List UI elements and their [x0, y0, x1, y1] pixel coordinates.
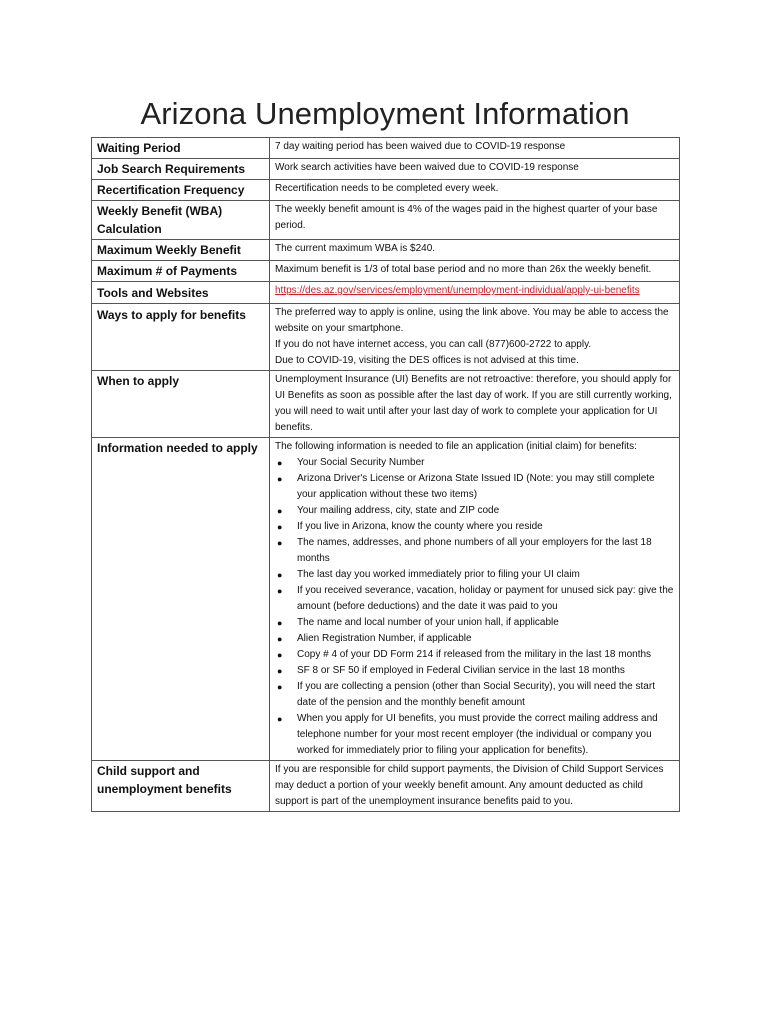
bullet-icon: ● — [277, 474, 283, 484]
list-item — [275, 519, 675, 535]
row-value-job-search: Work search activities have been waived due to COVID-19 response — [270, 159, 680, 180]
row-value-child-support: If you are responsible for child support payments, the Division of Child Support Services may deduct a portion of your weekly benefit amount. Any amount deducted as child support is part of the unemployment insurance benefits paid to you. — [270, 761, 680, 812]
row-value-recertification: Recertification needs to be completed every week. — [270, 180, 680, 201]
list-item — [275, 679, 675, 711]
ways-line: If you do not have internet access, you can call (877)600-2722 to apply. — [275, 339, 592, 350]
list-item-text: Copy # 4 of your DD Form 214 if released from the military in the last 18 months — [297, 649, 652, 660]
ways-line: The preferred way to apply is online, using the link above. You may be able to access the website on your smartphone. — [275, 307, 669, 334]
list-item — [275, 711, 675, 759]
row-label-tools: Tools and Websites — [92, 282, 270, 304]
list-item — [275, 583, 675, 615]
list-item — [275, 631, 675, 647]
row-label-job-search: Job Search Requirements — [92, 159, 270, 180]
requirements-list — [275, 455, 675, 759]
page-title: Arizona Unemployment Information — [140, 96, 630, 131]
bullet-icon: ● — [277, 586, 283, 596]
row-label-ways-to-apply: Ways to apply for benefits — [92, 304, 270, 371]
list-item-text: The names, addresses, and phone numbers of all your employers for the last 18 months — [297, 537, 652, 564]
list-item-text: Your Social Security Number — [297, 457, 425, 468]
list-item — [275, 615, 675, 631]
row-label-information-needed: Information needed to apply — [92, 438, 270, 761]
table-row — [92, 261, 680, 282]
table-row — [92, 240, 680, 261]
apply-ui-benefits-link[interactable]: https://des.az.gov/services/employment/unemployment-individual/apply-ui-benefits — [275, 285, 640, 296]
row-label-when-to-apply: When to apply — [92, 371, 270, 438]
row-value-tools — [270, 282, 680, 304]
list-item-text: If you received severance, vacation, holiday or payment for unused sick pay: give the amount (before deductions) and the date it was paid to you — [297, 585, 674, 612]
row-value-when-to-apply: Unemployment Insurance (UI) Benefits are not retroactive: therefore, you should apply for UI Benefits as soon as possible after the last day of work. If you are still currently working, you will need to wait until after your last day of work to complete your application for UI benefits. — [270, 371, 680, 438]
bullet-icon: ● — [277, 714, 283, 724]
list-item — [275, 663, 675, 679]
table-row — [92, 371, 680, 438]
bullet-icon: ● — [277, 538, 283, 548]
list-item — [275, 647, 675, 663]
row-label-recertification: Recertification Frequency — [92, 180, 270, 201]
bullet-icon: ● — [277, 506, 283, 516]
table-row — [92, 761, 680, 812]
list-item-text: Your mailing address, city, state and ZIP code — [297, 505, 500, 516]
list-item — [275, 535, 675, 567]
row-label-waiting-period: Waiting Period — [92, 138, 270, 159]
info-intro: The following information is needed to file an application (initial claim) for benefits: — [275, 441, 637, 452]
list-item-text: Arizona Driver's License or Arizona State Issued ID (Note: you may still complete your application without these two items) — [297, 473, 655, 500]
bullet-icon: ● — [277, 634, 283, 644]
bullet-icon: ● — [277, 682, 283, 692]
list-item — [275, 503, 675, 519]
table-row — [92, 159, 680, 180]
list-item-text: The name and local number of your union hall, if applicable — [297, 617, 559, 628]
row-value-information-needed — [270, 438, 680, 761]
row-label-weekly-benefit: Weekly Benefit (WBA) Calculation — [92, 201, 270, 240]
row-value-max-payments: Maximum benefit is 1/3 of total base period and no more than 26x the weekly benefit. — [270, 261, 680, 282]
row-label-child-support: Child support and unemployment benefits — [92, 761, 270, 812]
list-item — [275, 471, 675, 503]
row-value-ways-to-apply — [270, 304, 680, 371]
list-item-text: If you are collecting a pension (other than Social Security), you will need the start date of the pension and the monthly benefit amount — [297, 681, 655, 708]
list-item — [275, 455, 675, 471]
bullet-icon: ● — [277, 650, 283, 660]
list-item-text: If you live in Arizona, know the county where you reside — [297, 521, 543, 532]
bullet-icon: ● — [277, 618, 283, 628]
row-label-max-weekly: Maximum Weekly Benefit — [92, 240, 270, 261]
table-row — [92, 201, 680, 240]
list-item-text: The last day you worked immediately prior to filing your UI claim — [297, 569, 580, 580]
table-row — [92, 282, 680, 304]
ways-line: Due to COVID-19, visiting the DES offices is not advised at this time. — [275, 355, 579, 366]
list-item-text: Alien Registration Number, if applicable — [297, 633, 472, 644]
bullet-icon: ● — [277, 458, 283, 468]
row-label-max-payments: Maximum # of Payments — [92, 261, 270, 282]
table-row — [92, 438, 680, 761]
list-item-text: When you apply for UI benefits, you must provide the correct mailing address and telephone number for your most recent employer (the individual or company you worked for immediately prior to filing your application for benefits). — [297, 713, 658, 756]
list-item — [275, 567, 675, 583]
bullet-icon: ● — [277, 570, 283, 580]
table-row — [92, 180, 680, 201]
bullet-icon: ● — [277, 666, 283, 676]
table-row — [92, 304, 680, 371]
info-table — [91, 137, 680, 812]
table-row — [92, 138, 680, 159]
row-value-weekly-benefit: The weekly benefit amount is 4% of the wages paid in the highest quarter of your base period. — [270, 201, 680, 240]
row-value-max-weekly: The current maximum WBA is $240. — [270, 240, 680, 261]
row-value-waiting-period: 7 day waiting period has been waived due to COVID-19 response — [270, 138, 680, 159]
bullet-icon: ● — [277, 522, 283, 532]
list-item-text: SF 8 or SF 50 if employed in Federal Civilian service in the last 18 months — [297, 665, 625, 676]
